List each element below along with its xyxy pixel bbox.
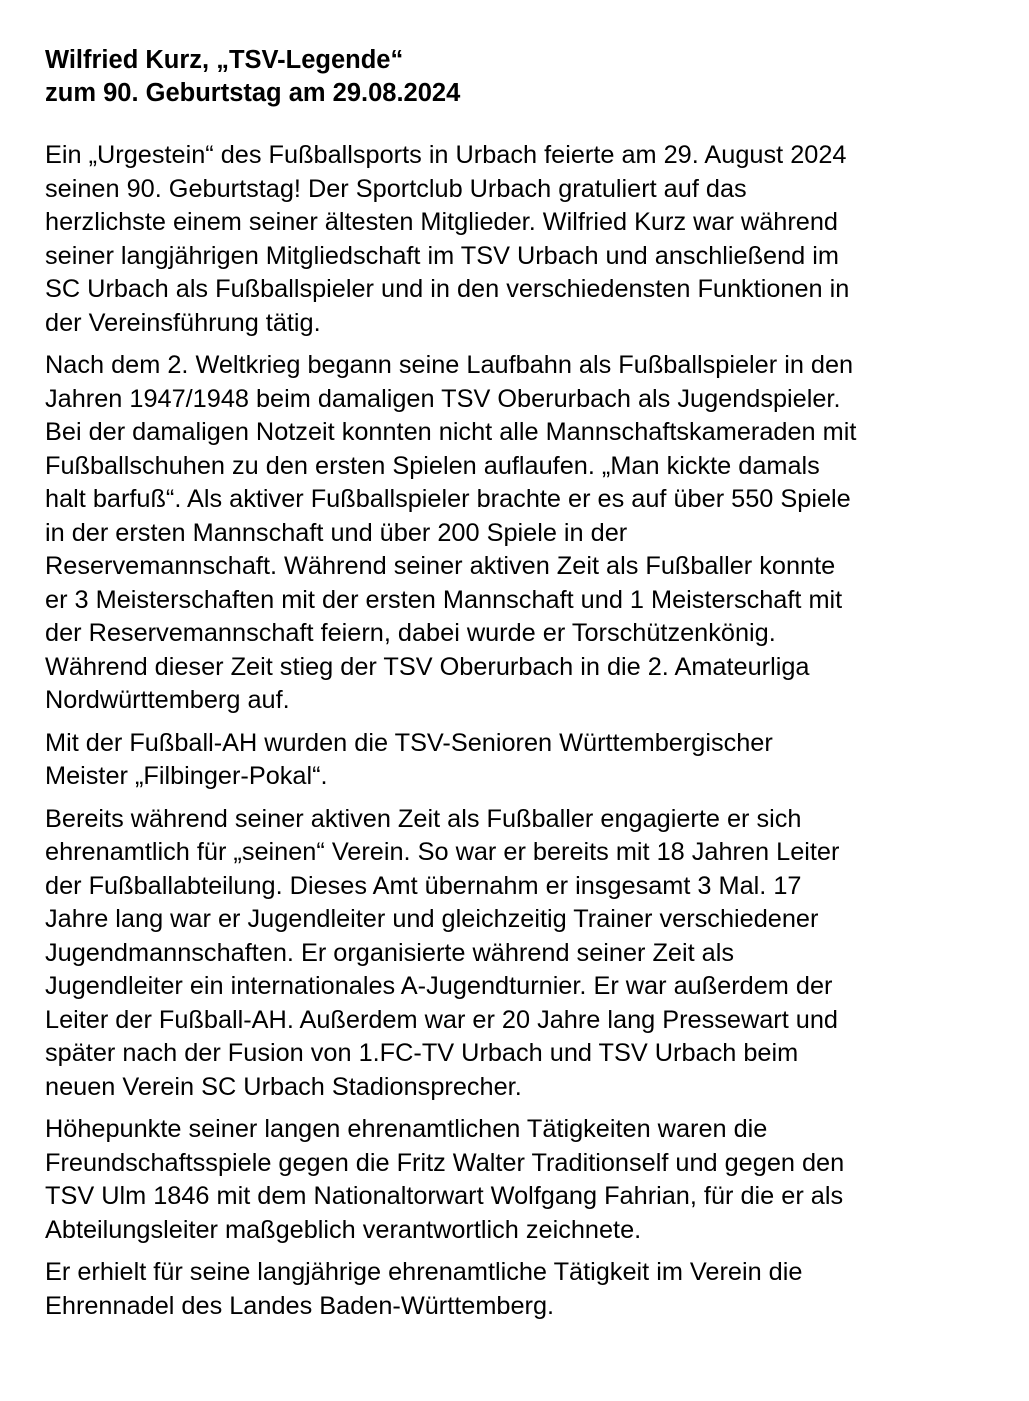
text-line: Jahren 1947/1948 beim damaligen TSV Oberurbach als Jugendspieler. [45,384,841,413]
text-line: Bei der damaligen Notzeit konnten nicht alle Mannschaftskameraden mit [45,418,857,446]
text-line: Bereits während seiner aktiven Zeit als Fußballer engagierte er sich [45,804,802,833]
paragraph-highlights [45,1113,995,1247]
text-line: Jugendleiter ein internationales A-Jugendturnier. Er war außerdem der [45,972,833,1000]
text-line: TSV Ulm 1846 mit dem Nationaltorwart Wolfgang Fahrian, für die er als [45,1182,844,1210]
text-line: Jugendmannschaften. Er organisierte während seiner Zeit als [45,938,735,967]
paragraph-honor [45,1256,995,1323]
text-line: später nach der Fusion von 1.FC-TV Urbach und TSV Urbach beim [45,1039,799,1067]
document-page [45,44,995,1332]
text-line: Meister „Filbinger-Pokal“. [45,762,328,790]
text-line: der Fußballabteilung. Dieses Amt übernahm er insgesamt 3 Mal. 17 [45,871,802,900]
text-line: halt barfuß“. Als aktiver Fußballspieler brachte er es auf über 550 Spiele [45,485,851,513]
text-line: seinen 90. Geburtstag! Der Sportclub Urbach gratuliert auf das [45,174,747,203]
title-line: Wilfried Kurz, „TSV-Legende“ [45,46,404,74]
text-line: er 3 Meisterschaften mit der ersten Mannschaft und 1 Meisterschaft mit [45,585,843,614]
text-line: Er erhielt für seine langjährige ehrenamtliche Tätigkeit im Verein die [45,1258,803,1286]
text-line: Freundschaftsspiele gegen die Fritz Walter Traditionself und gegen den [45,1148,845,1177]
document-title [45,44,995,110]
text-line: Nordwürttemberg auf. [45,686,290,714]
title-line: zum 90. Geburtstag am 29.08.2024 [45,79,461,107]
text-line: Fußballschuhen zu den ersten Spielen auflaufen. „Man kickte damals [45,451,820,480]
text-line: Abteilungsleiter maßgeblich verantwortlich zeichnete. [45,1215,642,1244]
text-line: in der ersten Mannschaft und über 200 Spiele in der [45,518,628,547]
paragraph-career [45,349,995,718]
text-line: Nach dem 2. Weltkrieg begann seine Laufbahn als Fußballspieler in den [45,351,854,379]
text-line: Jahre lang war er Jugendleiter und gleichzeitig Trainer verschiedener [45,905,819,933]
text-line: Höhepunkte seiner langen ehrenamtlichen Tätigkeiten waren die [45,1115,768,1143]
paragraph-seniors [45,727,995,794]
text-line: Ehrennadel des Landes Baden-Württemberg. [45,1291,555,1320]
paragraph-volunteer [45,803,995,1105]
text-line: Während dieser Zeit stieg der TSV Oberurbach in die 2. Amateurliga [45,652,810,681]
text-line: Ein „Urgestein“ des Fußballsports in Urbach feierte am 29. August 2024 [45,141,847,169]
text-line: der Vereinsführung tätig. [45,308,321,337]
text-line: SC Urbach als Fußballspieler und in den verschiedensten Funktionen in [45,275,850,303]
text-line: der Reservemannschaft feiern, dabei wurde er Torschützenkönig. [45,619,776,647]
text-line: herzlichste einem seiner ältesten Mitglieder. Wilfried Kurz war während [45,208,838,236]
paragraph-intro [45,139,995,340]
text-line: Leiter der Fußball-AH. Außerdem war er 20 Jahre lang Pressewart und [45,1005,838,1034]
text-line: neuen Verein SC Urbach Stadionsprecher. [45,1072,522,1101]
text-line: seiner langjährigen Mitgliedschaft im TSV Urbach und anschließend im [45,241,839,270]
text-line: ehrenamtlich für „seinen“ Verein. So war er bereits mit 18 Jahren Leiter [45,838,840,866]
text-line: Mit der Fußball-AH wurden die TSV-Senioren Württembergischer [45,728,773,757]
text-line: Reservemannschaft. Während seiner aktiven Zeit als Fußballer konnte [45,552,836,580]
